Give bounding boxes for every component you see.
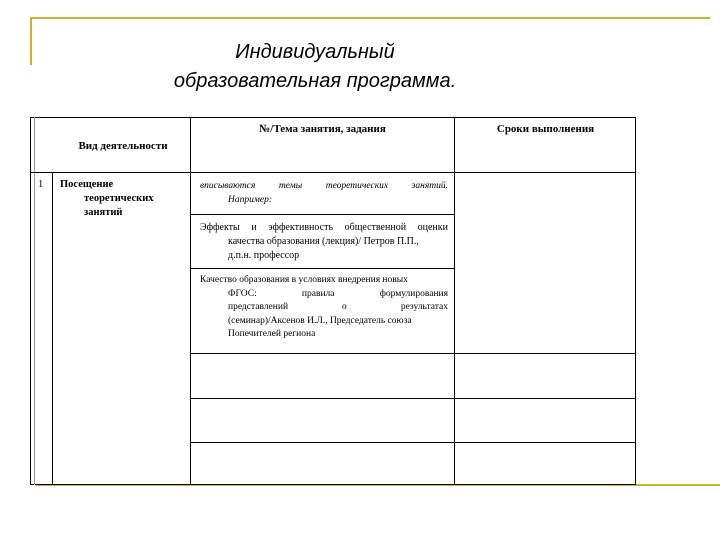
topic-entry-3-line-4: (семинар)/Аксенов И.Л., Председатель союза <box>228 315 412 326</box>
topic-entry-2-line-1: Эффекты и эффективность общественной оценки <box>200 222 448 233</box>
activity-cell <box>60 178 188 220</box>
header-deadline: Сроки выполнения <box>496 123 595 135</box>
page-title <box>100 38 530 96</box>
column-divider-number <box>52 172 53 485</box>
header-topic: №/Тема занятия, задания <box>259 123 386 135</box>
title-line-1: Индивидуальный <box>235 41 395 63</box>
row-divider-2 <box>190 268 455 269</box>
table-border-top <box>30 117 636 118</box>
row-divider-3 <box>190 353 636 354</box>
table-border-bottom <box>30 484 636 485</box>
row-number: 1 <box>38 179 44 190</box>
topic-entry-2-line-2: качества образования (лекция)/ Петров П.П., <box>228 236 419 247</box>
topic-entry-3-line-3: представлений о результатах <box>228 302 448 312</box>
topic-entry-1-line-2: Например: <box>228 195 273 205</box>
topic-entry-2 <box>200 221 448 263</box>
topic-entry-3-line-1: Качество образования в условиях внедрения новых <box>200 275 408 285</box>
activity-line-2: теоретических <box>84 193 154 204</box>
topic-entry-3-line-2: ФГОС: правила формулирования <box>228 288 448 299</box>
row-divider-4 <box>190 398 636 399</box>
topic-entry-2-line-3: д.п.н. профессор <box>228 250 300 261</box>
decorative-line-left <box>30 17 32 65</box>
topic-entry-3 <box>200 274 448 342</box>
decorative-line-top <box>30 17 710 19</box>
topic-entry-1 <box>200 179 448 207</box>
topic-entry-1-line-1: вписываются темы теоретических занятий. <box>200 181 448 191</box>
row-divider-1 <box>190 214 455 215</box>
topic-entry-3-line-5: Попечителей региона <box>228 329 316 339</box>
activity-line-1: Посещение <box>60 179 114 190</box>
header-divider <box>30 172 636 173</box>
activity-line-3: занятий <box>84 207 123 218</box>
row-divider-5 <box>190 442 636 443</box>
title-line-2: образовательная программа. <box>173 70 457 92</box>
program-table <box>30 117 636 485</box>
header-activity: Вид деятельности <box>78 140 168 152</box>
